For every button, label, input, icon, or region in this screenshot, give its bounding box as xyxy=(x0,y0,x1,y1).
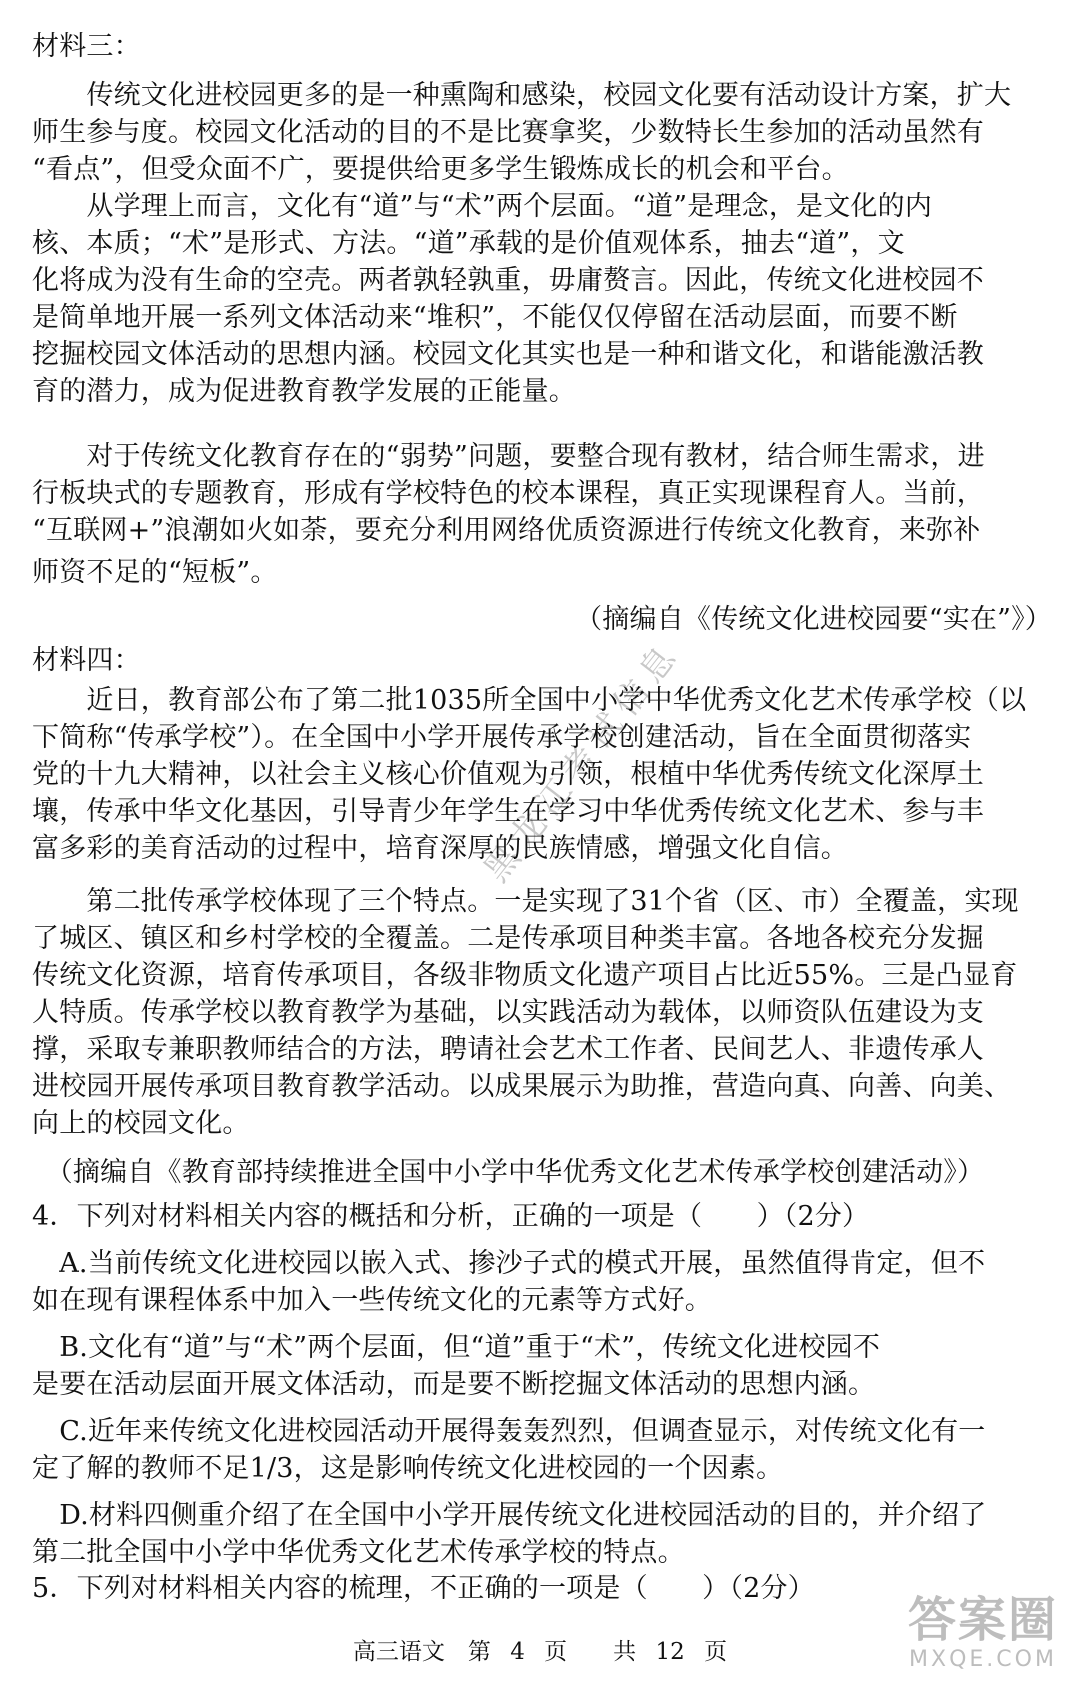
paragraph-line: 党的十九大精神，以社会主义核心价值观为引领，根植中华优秀传统文化深厚土 xyxy=(32,759,984,790)
option-b-continued: 是要在活动层面开展文体活动，而是要不断挖掘文体活动的思想内涵。 xyxy=(32,1369,876,1400)
paragraph-line: 核、本质；“术”是形式、方法。“道”承载的是价值观体系，抽去“道”，文 xyxy=(32,228,905,259)
paragraph-line: 了城区、镇区和乡村学校的全覆盖。二是传承项目种类丰富。各地各校充分发掘 xyxy=(32,923,984,954)
option-d-continued: 第二批全国中小学中华优秀文化艺术传承学校的特点。 xyxy=(32,1537,685,1568)
watermark-text: 黑龙江考试信息 xyxy=(476,633,689,890)
option-c: C.近年来传统文化进校园活动开展得轰轰烈烈，但调查显示，对传统文化有一 xyxy=(32,1416,986,1447)
question-4-stem: 4．下列对材料相关内容的概括和分析，正确的一项是（ ）（2分） xyxy=(32,1201,870,1232)
paragraph-line: 挖掘校园文体活动的思想内涵。校园文化其实也是一种和谐文化，和谐能激活教 xyxy=(32,339,984,370)
option-d: D.材料四侧重介绍了在全国中小学开展传统文化进校园活动的目的，并介绍了 xyxy=(32,1500,987,1531)
paragraph-line: 近日，教育部公布了第二批1035所全国中小学中华优秀文化艺术传承学校（以 xyxy=(32,685,1027,716)
paragraph-line: 育的潜力，成为促进教育教学发展的正能量。 xyxy=(32,376,576,407)
paragraph-line: 师生参与度。校园文化活动的目的不是比赛拿奖，少数特长生参加的活动虽然有 xyxy=(32,117,984,148)
paragraph-line: 对于传统文化教育存在的“弱势”问题，要整合现有教材，结合师生需求，进 xyxy=(32,441,985,472)
paragraph-line: 下简称“传承学校”）。在全国中小学开展传承学校创建活动，旨在全面贯彻落实 xyxy=(32,722,972,753)
paragraph-line: 撑，采取专兼职教师结合的方法，聘请社会艺术工作者、民间艺人、非遗传承人 xyxy=(32,1034,984,1065)
source-citation: （摘编自《教育部持续推进全国中小学中华优秀文化艺术传承学校创建活动》） xyxy=(32,1157,985,1188)
option-c-continued: 定了解的教师不足1/3，这是影响传统文化进校园的一个因素。 xyxy=(32,1453,784,1484)
paragraph-line: 进校园开展传承项目教育教学活动。以成果展示为助推，营造向真、向善、向美、 xyxy=(32,1071,1012,1102)
logo-domain: MXQE.COM xyxy=(909,1647,1057,1672)
source-citation: （摘编自《传统文化进校园要“实在”》） xyxy=(575,604,1052,635)
paragraph-line: “看点”，但受众面不广，要提供给更多学生锻炼成长的机会和平台。 xyxy=(32,154,849,185)
paragraph-line: 向上的校园文化。 xyxy=(32,1108,250,1139)
paragraph-line: 师资不足的“短板”。 xyxy=(32,557,278,588)
site-logo xyxy=(898,1593,1068,1677)
paragraph-line: 传统文化进校园更多的是一种熏陶和感染，校园文化要有活动设计方案，扩大 xyxy=(32,80,1012,111)
paragraph-line: 富多彩的美育活动的过程中，培育深厚的民族情感，增强文化自信。 xyxy=(32,833,848,864)
paragraph-line: 传统文化资源，培育传承项目，各级非物质文化遗产项目占比近55%。三是凸显育 xyxy=(32,960,1018,991)
question-5-stem: 5．下列对材料相关内容的梳理，不正确的一项是（ ）（2分） xyxy=(32,1573,815,1604)
paragraph-line: 从学理上而言，文化有“道”与“术”两个层面。“道”是理念，是文化的内 xyxy=(32,191,933,222)
paragraph-line: 行板块式的专题教育，形成有学校特色的校本课程，真正实现课程育人。当前， xyxy=(32,478,984,509)
logo-mark: 答案圈 xyxy=(907,1592,1058,1648)
paragraph-line: 壤，传承中华文化基因，引导青少年学生在学习中华优秀传统文化艺术、参与丰 xyxy=(32,796,984,827)
option-b: B.文化有“道”与“术”两个层面，但“道”重于“术”，传统文化进校园不 xyxy=(32,1332,881,1363)
paragraph-line: 是简单地开展一系列文体活动来“堆积”，不能仅仅停留在活动层面，而要不断 xyxy=(32,302,958,333)
section-heading: 材料三： xyxy=(32,31,141,62)
section-heading: 材料四： xyxy=(32,645,141,676)
page-footer: 高三语文 第 4 页 共 12 页 xyxy=(352,1639,728,1665)
paragraph-line: “互联网+”浪潮如火如荼，要充分利用网络优质资源进行传统文化教育，来弥补 xyxy=(32,515,981,546)
option-a-continued: 如在现有课程体系中加入一些传统文化的元素等方式好。 xyxy=(32,1285,712,1316)
paragraph-line: 第二批传承学校体现了三个特点。一是实现了31个省（区、市）全覆盖，实现 xyxy=(32,886,1019,917)
paragraph-line: 人特质。传承学校以教育教学为基础，以实践活动为载体，以师资队伍建设为支 xyxy=(32,997,984,1028)
paragraph-line: 化将成为没有生命的空壳。两者孰轻孰重，毋庸赘言。因此，传统文化进校园不 xyxy=(32,265,984,296)
option-a: A.当前传统文化进校园以嵌入式、掺沙子式的模式开展，虽然值得肯定，但不 xyxy=(32,1248,986,1279)
